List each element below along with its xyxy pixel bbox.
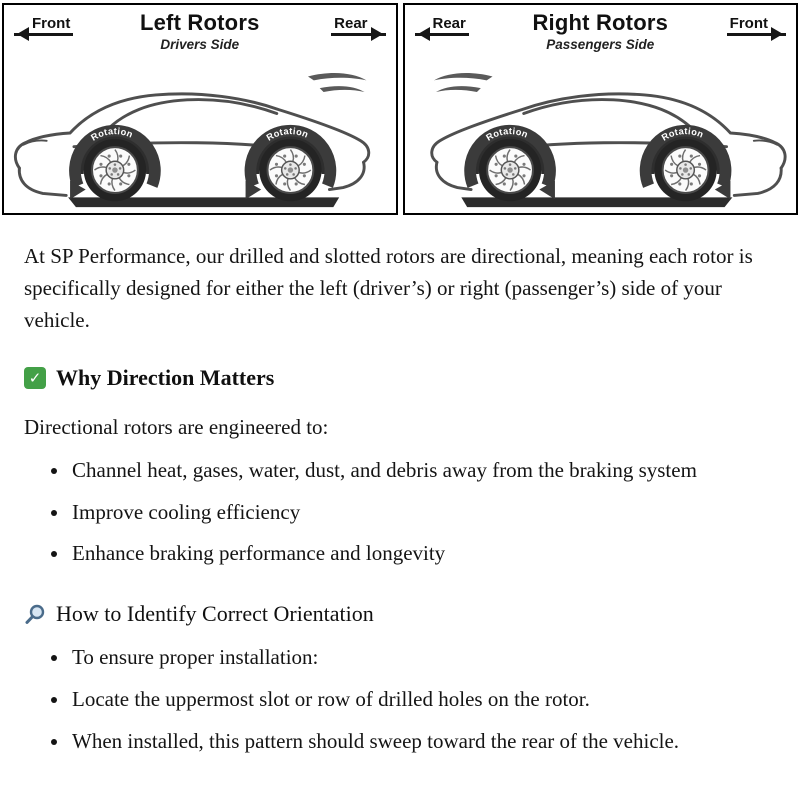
- identify-orientation-heading-text: How to Identify Correct Orientation: [56, 601, 374, 627]
- list-item: • Enhance braking performance and longevity: [70, 539, 766, 569]
- left-panel-header: [4, 5, 396, 55]
- front-direction-arrow: [14, 15, 73, 36]
- rotation-label: Rotation: [483, 126, 530, 143]
- article-content: [0, 219, 800, 779]
- rotation-label: Rotation: [89, 126, 135, 143]
- identify-orientation-heading: [24, 601, 770, 627]
- rotation-label: Rotation: [264, 126, 311, 143]
- front-label: Front: [32, 15, 71, 32]
- list-item: • To ensure proper installation:: [70, 643, 766, 673]
- rear-label: Rear: [432, 15, 466, 32]
- panel-subtitle: Drivers Side: [160, 37, 240, 52]
- arrow-right-icon: [771, 27, 783, 41]
- list-item: • When installed, this pattern should sweep toward the rear of the vehicle.: [70, 727, 766, 757]
- check-icon: ✓: [24, 367, 46, 389]
- panel-subtitle: Passengers Side: [546, 37, 655, 52]
- list-item: • Channel heat, gases, water, dust, and debris away from the braking system: [70, 456, 766, 486]
- list-item: • Locate the uppermost slot or row of drilled holes on the rotor.: [70, 685, 766, 715]
- engineered-lead: Directional rotors are engineered to:: [24, 414, 329, 439]
- car-illustration-right: [405, 55, 797, 211]
- car-illustration-left: [4, 55, 396, 211]
- front-label: Front: [729, 15, 768, 32]
- rotor-direction-diagram: [0, 0, 800, 219]
- panel-title: Right Rotors: [532, 10, 669, 35]
- right-panel-header: [405, 5, 797, 55]
- arrow-left-icon: [418, 27, 430, 41]
- why-direction-heading-text: Why Direction Matters: [56, 364, 275, 390]
- identify-bullet-list: [24, 643, 770, 756]
- rear-direction-arrow: [331, 15, 385, 36]
- panel-title: Left Rotors: [139, 10, 260, 35]
- rear-direction-arrow: [415, 15, 469, 36]
- left-rotors-panel: [2, 3, 398, 215]
- why-bullet-list: [24, 456, 770, 569]
- right-rotors-panel: [403, 3, 799, 215]
- front-direction-arrow: [727, 15, 786, 36]
- arrow-right-icon: [371, 27, 383, 41]
- rear-label: Rear: [334, 15, 368, 32]
- why-direction-heading: [24, 365, 770, 391]
- magnifier-icon: [24, 603, 46, 625]
- rotation-label: Rotation: [659, 126, 706, 143]
- intro-paragraph: At SP Performance, our drilled and slotted rotors are directional, meaning each rotor is specifically designed for either the left (driver’s) or right (passenger’s) side of your vehicle.: [24, 244, 753, 332]
- list-item: • Improve cooling efficiency: [70, 498, 766, 528]
- arrow-left-icon: [17, 27, 29, 41]
